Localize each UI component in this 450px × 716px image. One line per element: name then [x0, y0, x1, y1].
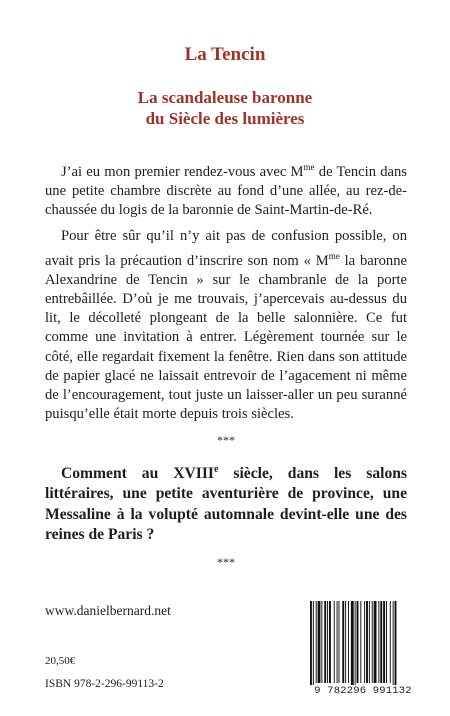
barcode-bar — [386, 601, 387, 683]
barcode-bar — [310, 601, 312, 687]
barcode-bar — [366, 601, 368, 683]
website-link[interactable]: www.danielbernard.net — [45, 603, 171, 618]
barcode-bar — [383, 601, 385, 683]
subtitle-line-2: du Siècle des lumières — [145, 109, 305, 128]
book-subtitle — [0, 87, 450, 129]
back-cover-text — [45, 158, 407, 581]
barcode-bar — [318, 601, 321, 683]
barcode-bar — [329, 601, 331, 683]
question-paragraph: Comment au XVIIIe siècle, dans les salons littéraires, une petite aventurière de province, une Messaline à la volupté automnale devint-elle une des reines de Paris ? — [45, 463, 407, 544]
barcode-bar — [321, 601, 322, 683]
barcode-bar — [364, 601, 365, 683]
price-label: 20,50€ — [45, 655, 76, 667]
barcode-bar — [342, 601, 344, 683]
barcode-bar — [316, 601, 317, 683]
barcode-bar — [345, 601, 346, 683]
barcode-bar — [395, 601, 397, 687]
barcode-bar — [393, 601, 394, 687]
barcode-bar — [351, 601, 354, 687]
barcode-bar — [327, 601, 328, 683]
paragraph-2: Pour être sûr qu’il n’y ait pas de confusion possible, on avait pris la précaution d’inscrire son nom « $M^{me}$ la baronne Alexandrine de Tencin » sur le chambranle de la porte entrebâillée. D’où je me trouvais, j’apercevais au-dessus du lit, le décolleté plongeant de la belle salonnière. Ce fut comme une invitation à entrer. Légèrement tournée sur le côté, elle regardait fixement la fenêtre. Rien dans son attitude de papier glacé ne laissait entrevoir de l’agacement ni même de l’encouragement, tout juste un laisser-aller un peu suranné puisqu’elle était morte depuis trois siècles. — [45, 228, 407, 423]
separator-1: *** — [217, 433, 235, 448]
isbn-label: ISBN 978-2-296-99113-2 — [45, 678, 164, 690]
barcode-bar — [339, 601, 340, 683]
barcode-bar — [348, 601, 349, 683]
barcode-bar — [360, 601, 361, 683]
barcode-bar — [378, 601, 379, 683]
barcode-bar — [334, 601, 335, 683]
barcode-bar — [374, 601, 377, 683]
barcode-bar — [369, 601, 370, 683]
barcode-bar — [313, 601, 314, 687]
barcode-bar — [324, 601, 326, 683]
barcode-bar — [355, 601, 356, 687]
barcode-bar — [337, 601, 338, 683]
barcode-bar — [357, 601, 359, 683]
barcode-bar — [390, 601, 391, 683]
barcode-digits: 9 782296 991132 — [304, 685, 422, 697]
barcode-bar — [380, 601, 382, 683]
paragraph-1: J’ai eu mon premier rendez-vous avec $M^{me}$ de Tencin dans une petite chambre discrète au fond d’une allée, au rez-de-chaussée du logis de la baronnie de Saint-Martin-de-Ré. — [45, 162, 407, 219]
book-title: La Tencin — [184, 44, 266, 65]
subtitle-line-1: La scandaleuse baronne — [137, 88, 313, 107]
barcode-bar — [372, 601, 373, 683]
separator-2: *** — [217, 554, 235, 569]
